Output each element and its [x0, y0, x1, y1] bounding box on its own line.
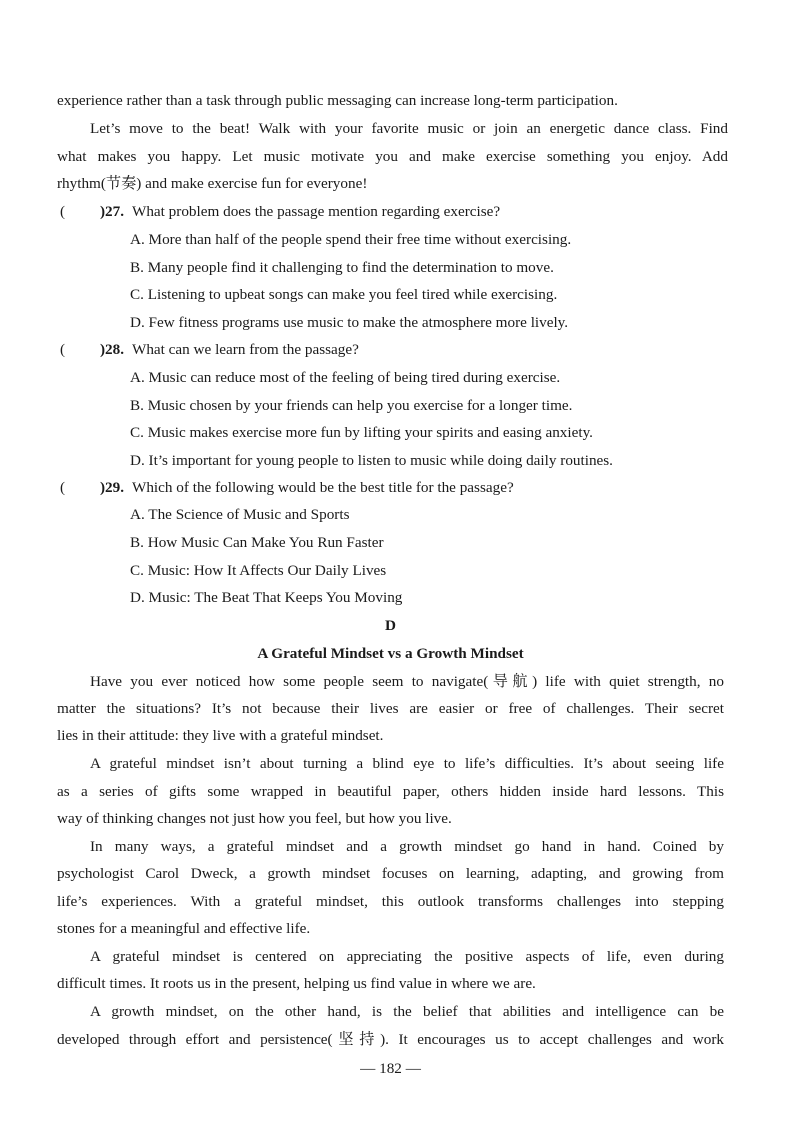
answer-option[interactable]: C. Listening to upbeat songs can make you feel tired while exercising.: [130, 286, 558, 303]
passage-d-line: matter the situations? It’s not because their lives are easier or free of challenges. Their secret: [57, 700, 724, 717]
answer-option[interactable]: D. Music: The Beat That Keeps You Moving: [130, 589, 403, 606]
answer-option[interactable]: D. It’s important for young people to listen to music while doing daily routines.: [130, 452, 613, 469]
passage-d-line: developed through effort and persistence(坚持). It encourages us to accept challenges and work: [57, 1031, 724, 1048]
answer-option[interactable]: D. Few fitness programs use music to make the atmosphere more lively.: [130, 314, 569, 331]
passage-d-line: psychologist Carol Dweck, a growth mindset focuses on learning, adapting, and growing from: [57, 865, 724, 882]
passage-c-line: Let’s move to the beat! Walk with your favorite music or join an energetic dance class. Find: [90, 120, 728, 137]
passage-d-line: lies in their attitude: they live with a grateful mindset.: [57, 727, 384, 744]
passage-c-line: what makes you happy. Let music motivate you and make exercise something you enjoy. Add: [57, 148, 728, 165]
passage-c-line: rhythm(节奏) and make exercise fun for everyone!: [57, 175, 368, 192]
answer-option[interactable]: C. Music: How It Affects Our Daily Lives: [130, 562, 387, 579]
passage-title: A Grateful Mindset vs a Growth Mindset: [257, 645, 524, 662]
question-stem: Which of the following would be the best title for the passage?: [132, 479, 514, 496]
passage-d-line: In many ways, a grateful mindset and a growth mindset go hand in hand. Coined by: [90, 838, 724, 855]
page-number: — 182 —: [360, 1060, 421, 1077]
answer-option[interactable]: B. How Music Can Make You Run Faster: [130, 534, 384, 551]
answer-bracket-open[interactable]: (: [60, 341, 66, 358]
passage-d-line: way of thinking changes not just how you feel, but how you live.: [57, 810, 452, 827]
answer-option[interactable]: B. Music chosen by your friends can help you exercise for a longer time.: [130, 397, 573, 414]
passage-d-line: Have you ever noticed how some people seem to navigate(导航) life with quiet strength, no: [90, 673, 724, 690]
answer-bracket-open[interactable]: (: [60, 203, 66, 220]
passage-d-line: as a series of gifts some wrapped in beautiful paper, others hidden inside hard lessons. This: [57, 783, 724, 800]
question-number: )28.: [100, 341, 125, 358]
answer-option[interactable]: A. More than half of the people spend their free time without exercising.: [130, 231, 572, 248]
answer-option[interactable]: B. Many people find it challenging to find the determination to move.: [130, 259, 554, 276]
question-stem: What problem does the passage mention regarding exercise?: [132, 203, 501, 220]
question-number: )27.: [100, 203, 125, 220]
passage-letter: D: [385, 617, 396, 634]
passage-d-line: life’s experiences. With a grateful mindset, this outlook transforms challenges into stepping: [57, 893, 724, 910]
passage-d-line: stones for a meaningful and effective life.: [57, 920, 311, 937]
answer-option[interactable]: A. Music can reduce most of the feeling of being tired during exercise.: [130, 369, 561, 386]
answer-bracket-open[interactable]: (: [60, 479, 66, 496]
passage-d-line: A growth mindset, on the other hand, is the belief that abilities and intelligence can be: [90, 1003, 724, 1020]
answer-option[interactable]: C. Music makes exercise more fun by lifting your spirits and easing anxiety.: [130, 424, 593, 441]
question-number: )29.: [100, 479, 125, 496]
passage-d-line: difficult times. It roots us in the present, helping us find value in where we are.: [57, 975, 536, 992]
passage-d-line: A grateful mindset is centered on appreciating the positive aspects of life, even during: [90, 948, 724, 965]
answer-option[interactable]: A. The Science of Music and Sports: [130, 506, 350, 523]
question-stem: What can we learn from the passage?: [132, 341, 359, 358]
passage-d-line: A grateful mindset isn’t about turning a blind eye to life’s difficulties. It’s about seeing life: [90, 755, 724, 772]
passage-c-line: experience rather than a task through public messaging can increase long-term participation.: [57, 92, 618, 109]
